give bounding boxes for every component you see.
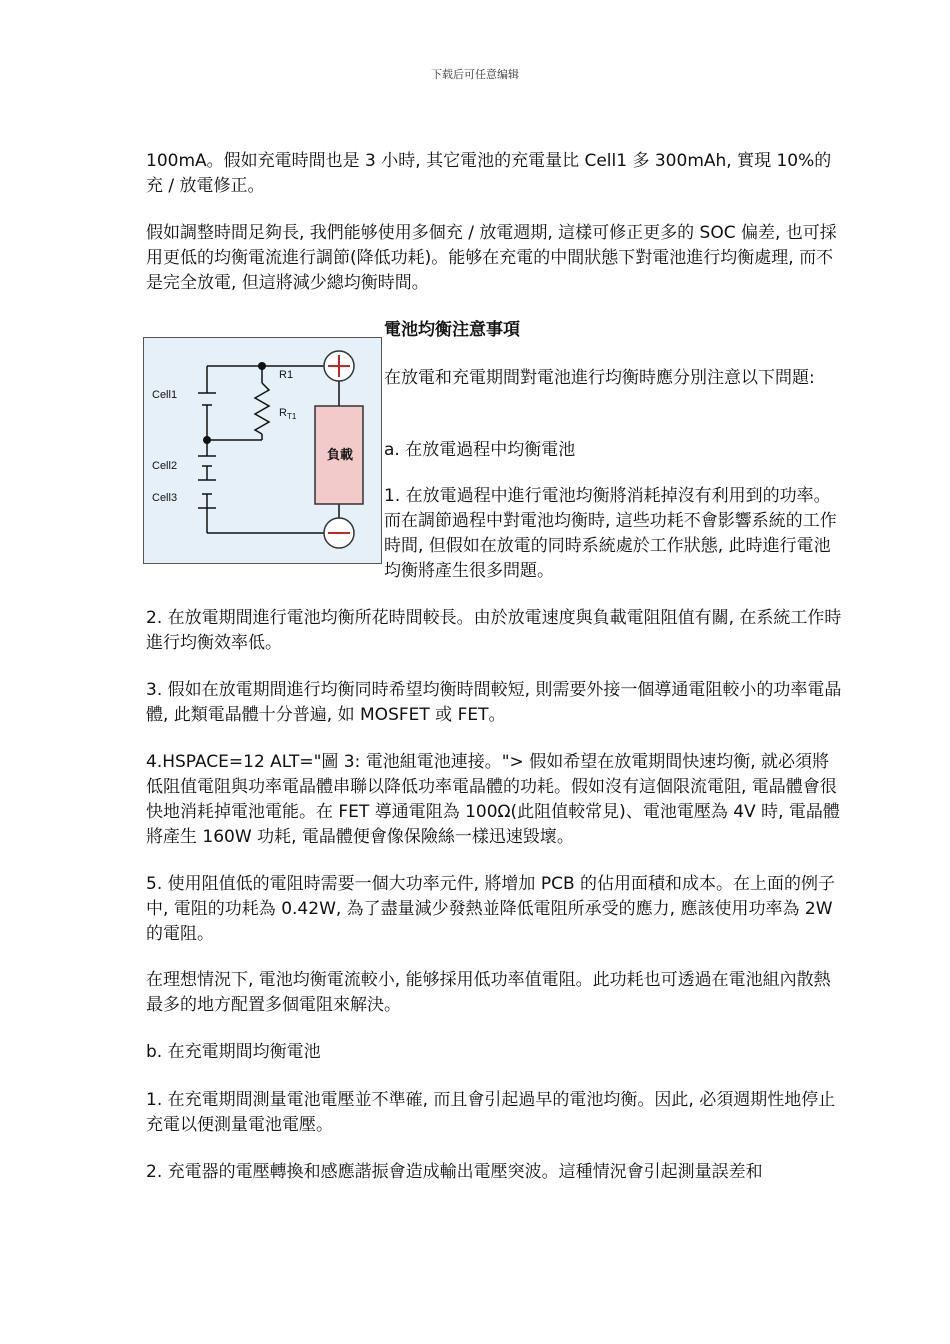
paragraph-5: 1. 在放電過程中進行電池均衡將消耗掉沒有利用到的功率。而在調節過程中對電池均衡時, 這些功耗不會影響系統的工作時間, 但假如在放電的同時系統處於工作狀態, 此時進行電池均衡將產生很多問題。 <box>384 486 837 581</box>
section-heading: 電池均衡注意事項 <box>384 320 520 340</box>
paragraph-1: 100mA。假如充電時間也是 3 小時, 其它電池的充電量比 Cell1 多 300mAh, 實現 10%的充 / 放電修正。 <box>146 151 832 196</box>
paragraph-3: 在放電和充電期間對電池進行均衡時應分別注意以下問題: <box>384 368 815 388</box>
paragraph-9: 5. 使用阻值低的電阻時需要一個大功率元件, 將增加 PCB 的佔用面積和成本。在上面的例子中, 電阻的功耗為 0.42W, 為了盡量減少發熱並降低電阻所承受的應力, 應該使用功率為 2W 的電阻。 <box>146 874 836 944</box>
cell1-label: Cell1 <box>152 389 178 401</box>
battery-circuit-figure <box>143 337 382 564</box>
page-header-note: 下载后可任意编辑 <box>431 68 519 81</box>
rt1-label: $R_{T1}$ <box>279 407 297 421</box>
paragraph-6: 2. 在放電期間進行電池均衡所花時間較長。由於放電速度與負載電阻阻值有關, 在系統工作時進行均衡效率低。 <box>146 608 842 653</box>
paragraph-4: a. 在放電過程中均衡電池 <box>384 440 576 460</box>
circuit-diagram <box>144 338 381 563</box>
paragraph-12: 1. 在充電期間測量電池電壓並不準確, 而且會引起過早的電池均衡。因此, 必須週期性地停止充電以便測量電池電壓。 <box>146 1090 836 1135</box>
cell2-label: Cell2 <box>152 460 178 472</box>
paragraph-7: 3. 假如在放電期間進行均衡同時希望均衡時間較短, 則需要外接一個導通電阻較小的功率電晶體, 此類電晶體十分普遍, 如 MOSFET 或 FET。 <box>146 680 842 725</box>
cell3-label: Cell3 <box>152 492 178 504</box>
paragraph-10: 在理想情況下, 電池均衡電流較小, 能够採用低功率值電阻。此功耗也可透過在電池組內散熱最多的地方配置多個電阻來解決。 <box>146 970 831 1015</box>
load-label: 負載 <box>327 447 354 462</box>
paragraph-8: 4.HSPACE=12 ALT="圖 3: 電池組電池連接。"> 假如希望在放電期間快速均衡, 就必須將低阻值電阻與功率電晶體串聯以降低功率電晶體的功耗。假如沒有這個限流電阻, 電晶體會很快地消耗掉電池電能。在 FET 導通電阻為 100Ω(此阻值較常見)、電池電壓為 4V 時, 電晶體將產生 160W 功耗, 電晶體便會像保險絲一樣迅速毀壞。 <box>146 752 840 847</box>
r1-label: R1 <box>279 369 294 381</box>
paragraph-13: 2. 充電器的電壓轉換和感應諧振會造成輸出電壓突波。這種情況會引起測量誤差和 <box>146 1162 763 1182</box>
paragraph-11: b. 在充電期間均衡電池 <box>146 1042 321 1062</box>
paragraph-2: 假如調整時間足夠長, 我們能够使用多個充 / 放電週期, 這樣可修正更多的 SOC 偏差, 也可採用更低的均衡電流進行調節(降低功耗)。能够在充電的中間狀態下對電池進行均衡處理, 而不是完全放電, 但這將減少總均衡時間。 <box>146 223 837 293</box>
